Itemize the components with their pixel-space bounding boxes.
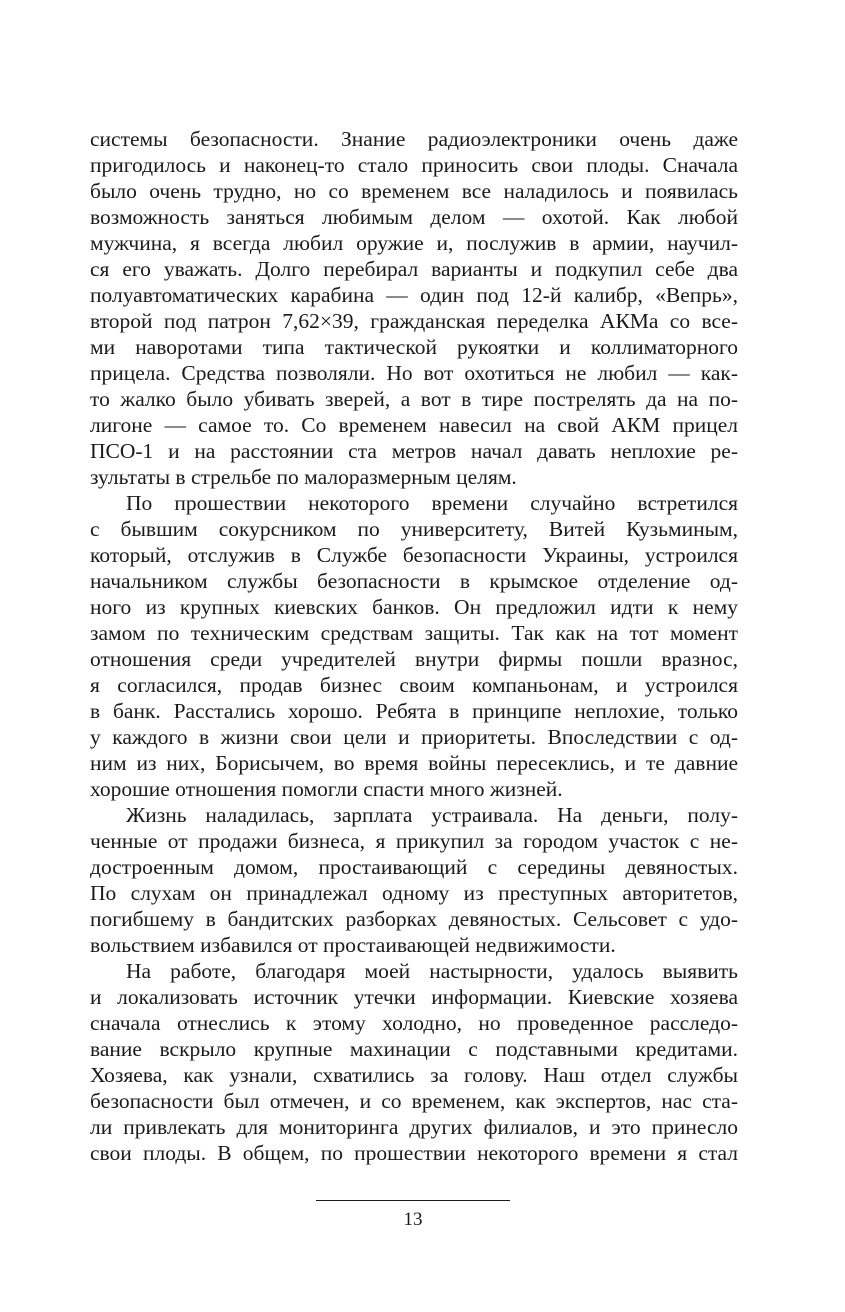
text-line: и локализовать источник утечки информации. Киевские хозяева xyxy=(90,985,738,1009)
text-line: то жалко было убивать зверей, а вот в тире пострелять да на по- xyxy=(90,387,738,411)
text-line: вольствием избавился от простаивающей недвижимости. xyxy=(90,933,616,957)
text-line: безопасности был отмечен, и со временем, как экспертов, нас ста- xyxy=(90,1089,738,1113)
page-number: 13 xyxy=(403,1209,423,1230)
text-line: который, отслужив в Службе безопасности Украины, устроился xyxy=(90,543,738,567)
text-line: с бывшим сокурсником по университету, Витей Кузьминым, xyxy=(90,517,738,541)
text-line: свои плоды. В общем, по прошествии некоторого времени я стал xyxy=(90,1141,738,1165)
text-line: По прошествии некоторого времени случайно встретился xyxy=(126,491,738,515)
text-line: Хозяева, как узнали, схватились за голову. Наш отдел службы xyxy=(90,1063,738,1087)
text-line: ним из них, Борисычем, во время войны пересеклись, и те давние xyxy=(90,751,738,775)
text-line: начальником службы безопасности в крымское отделение од- xyxy=(90,569,738,593)
text-line: По слухам он принадлежал одному из преступных авторитетов, xyxy=(90,881,738,905)
text-line: хорошие отношения помогли спасти много жизней. xyxy=(90,777,563,801)
text-line: полуавтоматических карабина — один под 12-й калибр, «Вепрь», xyxy=(90,283,738,307)
text-line: мужчина, я всегда любил оружие и, послужив в армии, научил- xyxy=(90,231,738,255)
text-line: вание вскрыло крупные махинации с подставными кредитами. xyxy=(90,1037,738,1061)
text-line: второй под патрон 7,62×39, гражданская переделка АКМа со все- xyxy=(90,309,738,333)
paragraph xyxy=(90,958,738,1166)
text-line: лигоне — самое то. Со временем навесил на свой АКМ прицел xyxy=(90,413,738,437)
paragraph xyxy=(90,490,738,802)
text-line: возможность заняться любимым делом — охотой. Как любой xyxy=(90,205,738,229)
text-line: прицела. Средства позволяли. Но вот охотиться не любил — как- xyxy=(90,361,738,385)
text-line: ченные от продажи бизнеса, я прикупил за городом участок с не- xyxy=(90,829,738,853)
text-line: системы безопасности. Знание радиоэлектроники очень даже xyxy=(90,127,738,151)
text-line: погибшему в бандитских разборках девяностых. Сельсовет с удо- xyxy=(90,907,738,931)
text-line: ли привлекать для мониторинга других филиалов, и это принесло xyxy=(90,1115,738,1139)
body-text xyxy=(90,126,738,1166)
footer-rule xyxy=(316,1200,510,1201)
text-line: ного из крупных киевских банков. Он предложил идти к нему xyxy=(90,595,738,619)
text-line: ми наворотами типа тактической рукоятки и коллиматорного xyxy=(90,335,738,359)
paragraph xyxy=(90,802,738,958)
text-line: ся его уважать. Долго перебирал варианты и подкупил себе два xyxy=(90,257,738,281)
text-line: На работе, благодаря моей настырности, удалось выявить xyxy=(126,959,738,983)
text-line: было очень трудно, но со временем все наладилось и появилась xyxy=(90,179,738,203)
text-line: отношения среди учредителей внутри фирмы пошли вразнос, xyxy=(90,647,738,671)
text-line: я согласился, продав бизнес своим компаньонам, и устроился xyxy=(90,673,738,697)
paragraph xyxy=(90,126,738,490)
text-line: пригодилось и наконец-то стало приносить свои плоды. Сначала xyxy=(90,153,738,177)
text-line: ПСО-1 и на расстоянии ста метров начал давать неплохие ре- xyxy=(90,439,738,463)
text-line: зультаты в стрельбе по малоразмерным целям. xyxy=(90,465,517,489)
text-line: Жизнь наладилась, зарплата устраивала. На деньги, полу- xyxy=(126,803,738,827)
text-line: замом по техническим средствам защиты. Так как на тот момент xyxy=(90,621,738,645)
text-line: сначала отнеслись к этому холодно, но проведенное расследо- xyxy=(90,1011,738,1035)
text-line: в банк. Расстались хорошо. Ребята в принципе неплохие, только xyxy=(90,699,738,723)
text-line: у каждого в жизни свои цели и приоритеты. Впоследствии с од- xyxy=(90,725,738,749)
text-line: достроенным домом, простаивающий с середины девяностых. xyxy=(90,855,738,879)
